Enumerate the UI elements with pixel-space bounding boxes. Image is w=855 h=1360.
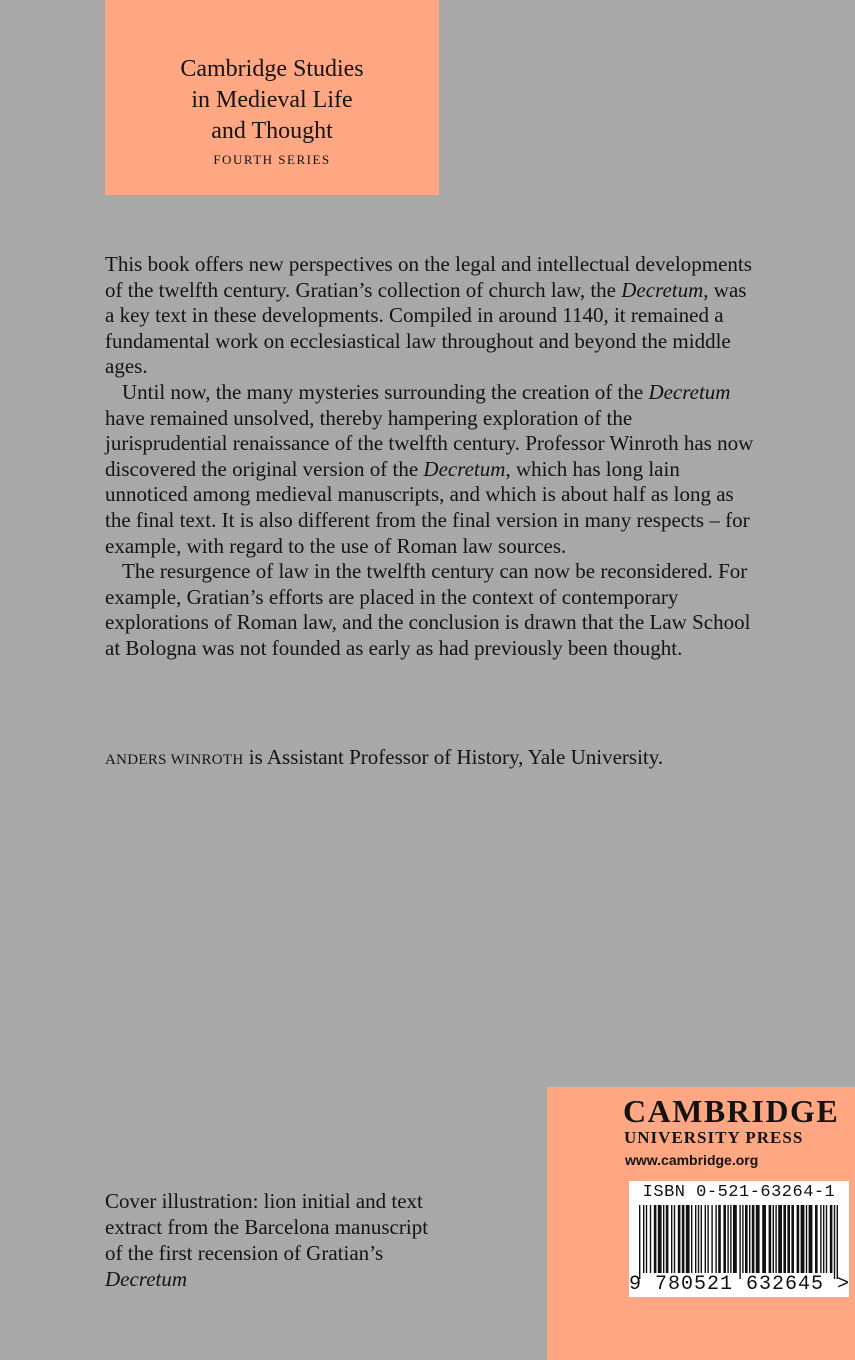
blurb-paragraph-1: [105, 252, 755, 380]
series-subtitle: FOURTH SERIES: [213, 152, 331, 167]
publisher-subtitle: UNIVERSITY PRESS: [624, 1128, 804, 1147]
blurb-p2-italic-1: Decretum: [648, 379, 731, 404]
isbn-label: ISBN 0-521-63264-1: [642, 1183, 836, 1202]
author-bio: [105, 744, 755, 773]
isbn-barcode: [629, 1181, 849, 1297]
caption-line-1: Cover illustration: lion initial and text: [105, 1189, 423, 1213]
series-title-line-2: in Medieval Life: [191, 87, 353, 113]
cover-illustration-caption: [105, 1188, 535, 1292]
caption-line-3-text: of the first recension of Gratian’s: [105, 1241, 384, 1265]
barcode-digits: 9 780521 632645 >: [629, 1273, 851, 1296]
blurb-p2-text-c: , which has long lain unnoticed among medieval manuscripts, and which is about half as long as the final text. It is also different from the final version in many respects – for example, with regard to the use of Roman law sources.: [105, 456, 750, 558]
book-blurb: [105, 252, 755, 662]
blurb-p2-text-b: have remained unsolved, thereby hampering exploration of the jurisprudential renaissance of the twelfth century. Professor Winroth has now discovered the original version of the: [105, 405, 754, 481]
blurb-p1-italic: Decretum: [621, 277, 704, 302]
series-title-line-3: and Thought: [211, 118, 333, 144]
blurb-p2-text-a: Until now, the many mysteries surrounding the creation of the: [122, 379, 649, 404]
caption-line-2: extract from the Barcelona manuscript: [105, 1215, 429, 1239]
blurb-p1-text-b: , was a key text in these developments. Compiled in around 1140, it remained a fundamental work on ecclesiastical law throughout and beyond the middle ages.: [105, 277, 747, 379]
publisher-url: www.cambridge.org: [625, 1152, 759, 1168]
author-description: is Assistant Professor of History, Yale University.: [243, 745, 664, 769]
publisher-panel: [547, 1087, 855, 1360]
author-name: ANDERS WINROTH: [105, 752, 244, 768]
caption-line-3-italic: Decretum: [105, 1267, 188, 1291]
blurb-p2-italic-2: Decretum: [423, 456, 506, 481]
blurb-paragraph-3: The resurgence of law in the twelfth century can now be reconsidered. For example, Gratian’s efforts are placed in the context of contemporary explorations of Roman law, and the conclusion is drawn that the Law School at Bologna was not founded as early as had previously been thought.: [105, 559, 751, 660]
caption-line-3: [105, 1240, 535, 1292]
publisher-name: CAMBRIDGE: [623, 1093, 840, 1129]
series-panel: [105, 0, 439, 195]
blurb-paragraph-2: [105, 380, 755, 559]
series-title: [105, 54, 439, 147]
blurb-p1-text-a: This book offers new perspectives on the legal and intellectual developments of the twelfth century. Gratian’s collection of church law, the: [105, 252, 752, 302]
series-title-line-1: Cambridge Studies: [180, 56, 364, 82]
